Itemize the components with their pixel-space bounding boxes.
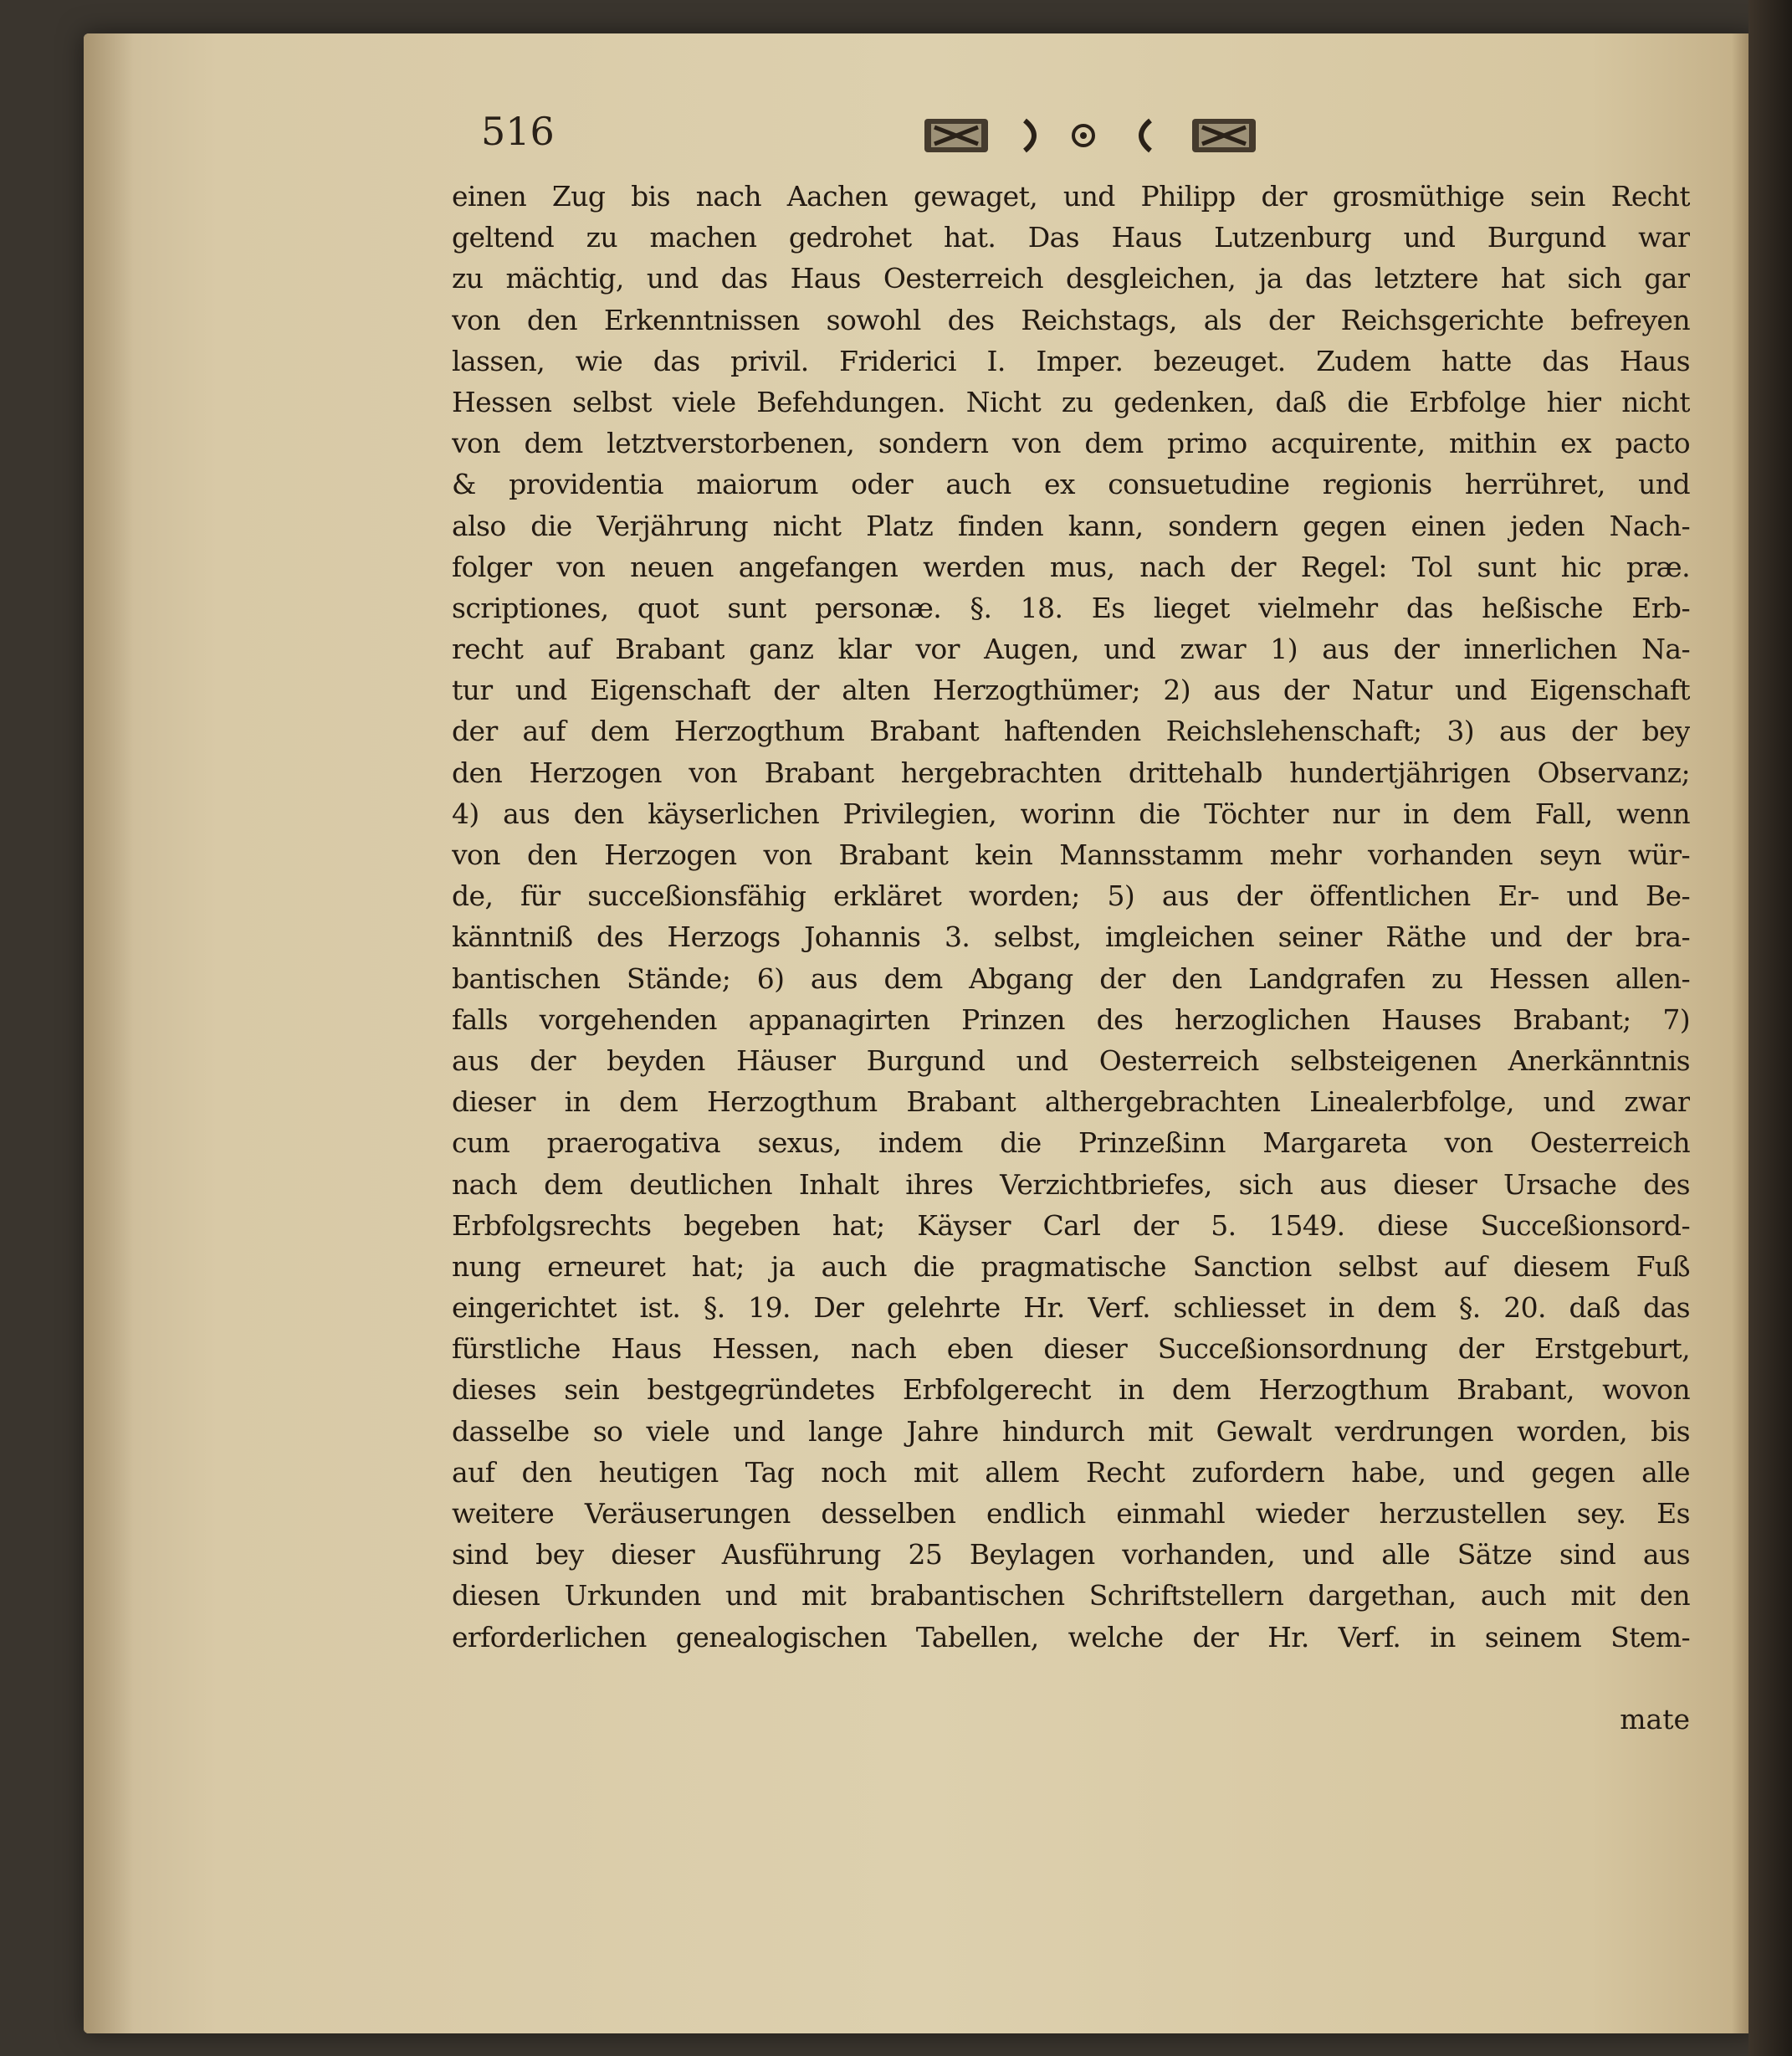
text-line: den Herzogen von Brabant hergebrachten drittehalb hundertjährigen Observanz; (452, 756, 1690, 789)
text-line: falls vorgehenden appanagirten Prinzen des herzoglichen Hauses Brabant; 7) (452, 1002, 1690, 1036)
text-line: von den Erkenntnissen sowohl des Reichstags, als der Reichsgerichte befreyen (452, 303, 1690, 336)
text-line: also die Verjährung nicht Platz finden kann, sondern gegen einen jeden Nach- (452, 509, 1690, 542)
text-line: tur und Eigenschaft der alten Herzogthümer; 2) aus der Natur und Eigenschaft (452, 674, 1690, 707)
text-line: zu mächtig, und das Haus Oesterreich desgleichen, ja das letztere hat sich gar (452, 262, 1690, 295)
text-line: der auf dem Herzogthum Brabant haftenden Reichslehenschaft; 3) aus der bey (452, 715, 1690, 748)
body-text (452, 176, 1690, 1658)
text-line: aus der beyden Häuser Burgund und Oesterreich selbsteigenen Anerkänntnis (452, 1043, 1690, 1077)
text-line: fürstliche Haus Hessen, nach eben dieser Succeßionsordnung der Erstgeburt, (452, 1332, 1690, 1366)
text-line: dieser in dem Herzogthum Brabant althergebrachten Linealerbfolge, und zwar (452, 1085, 1690, 1119)
text-line: bantischen Stände; 6) aus dem Abgang der den Landgrafen zu Hessen allen- (452, 961, 1690, 995)
text-line: erforderlichen genealogischen Tabellen, welche der Hr. Verf. in seinem Stem- (452, 1620, 1690, 1654)
text-line: dieses sein bestgegründetes Erbfolgerecht in dem Herzogthum Brabant, wovon (452, 1373, 1690, 1407)
text-line: dasselbe so viele und lange Jahre hindurch mit Gewalt verdrungen worden, bis (452, 1414, 1690, 1448)
text-line: geltend zu machen gedrohet hat. Das Haus Lutzenburg und Burgund war (452, 221, 1690, 254)
text-line: lassen, wie das privil. Friderici I. Imper. bezeuget. Zudem hatte das Haus (452, 344, 1690, 377)
text-line: scriptiones, quot sunt personæ. §. 18. Es lieget vielmehr das heßische Erb- (452, 591, 1690, 624)
page-number: 516 (481, 109, 555, 154)
text-line: weitere Veräuserungen desselben endlich einmahl wieder herzustellen sey. Es (452, 1497, 1690, 1530)
text-line: von dem letztverstorbenen, sondern von dem primo acquirente, mithin ex pacto (452, 427, 1690, 460)
text-line: de, für succeßionsfähig erkläret worden; 5) aus der öffentlichen Er- und Be- (452, 879, 1690, 913)
text-line: cum praerogativa sexus, indem die Prinzeßinn Margareta von Oesterreich (452, 1126, 1690, 1160)
text-line: Hessen selbst viele Befehdungen. Nicht zu gedenken, daß die Erbfolge hier nicht (452, 385, 1690, 418)
page-edge-left (84, 33, 134, 2033)
binding-shadow (1748, 0, 1792, 2056)
text-line: Erbfolgsrechts begeben hat; Käyser Carl der 5. 1549. diese Succeßionsord- (452, 1208, 1690, 1242)
running-header (481, 109, 1686, 167)
text-line: nach dem deutlichen Inhalt ihres Verzichtbriefes, sich aus dieser Ursache des (452, 1167, 1690, 1201)
catchword: mate (1620, 1703, 1690, 1736)
text-line: diesen Urkunden und mit brabantischen Schriftstellern dargethan, auch mit den (452, 1579, 1690, 1612)
text-line: 4) aus den käyserlichen Privilegien, worinn die Töchter nur in dem Fall, wenn (452, 797, 1690, 830)
text-line: nung erneuret hat; ja auch die pragmatische Sanction selbst auf diesem Fuß (452, 1249, 1690, 1283)
text-line: känntniß des Herzogs Johannis 3. selbst, imgleichen seiner Räthe und der bra- (452, 920, 1690, 954)
header-ornament-icon (916, 112, 1301, 159)
text-line: von den Herzogen von Brabant kein Mannsstamm mehr vorhanden seyn wür- (452, 838, 1690, 871)
text-line: folger von neuen angefangen werden mus, nach der Regel: Tol sunt hic præ. (452, 550, 1690, 583)
text-line: auf den heutigen Tag noch mit allem Recht zufordern habe, und gegen alle (452, 1455, 1690, 1489)
text-line: einen Zug bis nach Aachen gewaget, und Philipp der grosmüthige sein Recht (452, 180, 1690, 213)
text-line: recht auf Brabant ganz klar vor Augen, und zwar 1) aus der innerlichen Na- (452, 633, 1690, 666)
text-line: sind bey dieser Ausführung 25 Beylagen vorhanden, und alle Sätze sind aus (452, 1538, 1690, 1571)
text-line: & providentia maiorum oder auch ex consuetudine regionis herrühret, und (452, 468, 1690, 501)
text-line: eingerichtet ist. §. 19. Der gelehrte Hr. Verf. schliesset in dem §. 20. daß das (452, 1291, 1690, 1325)
